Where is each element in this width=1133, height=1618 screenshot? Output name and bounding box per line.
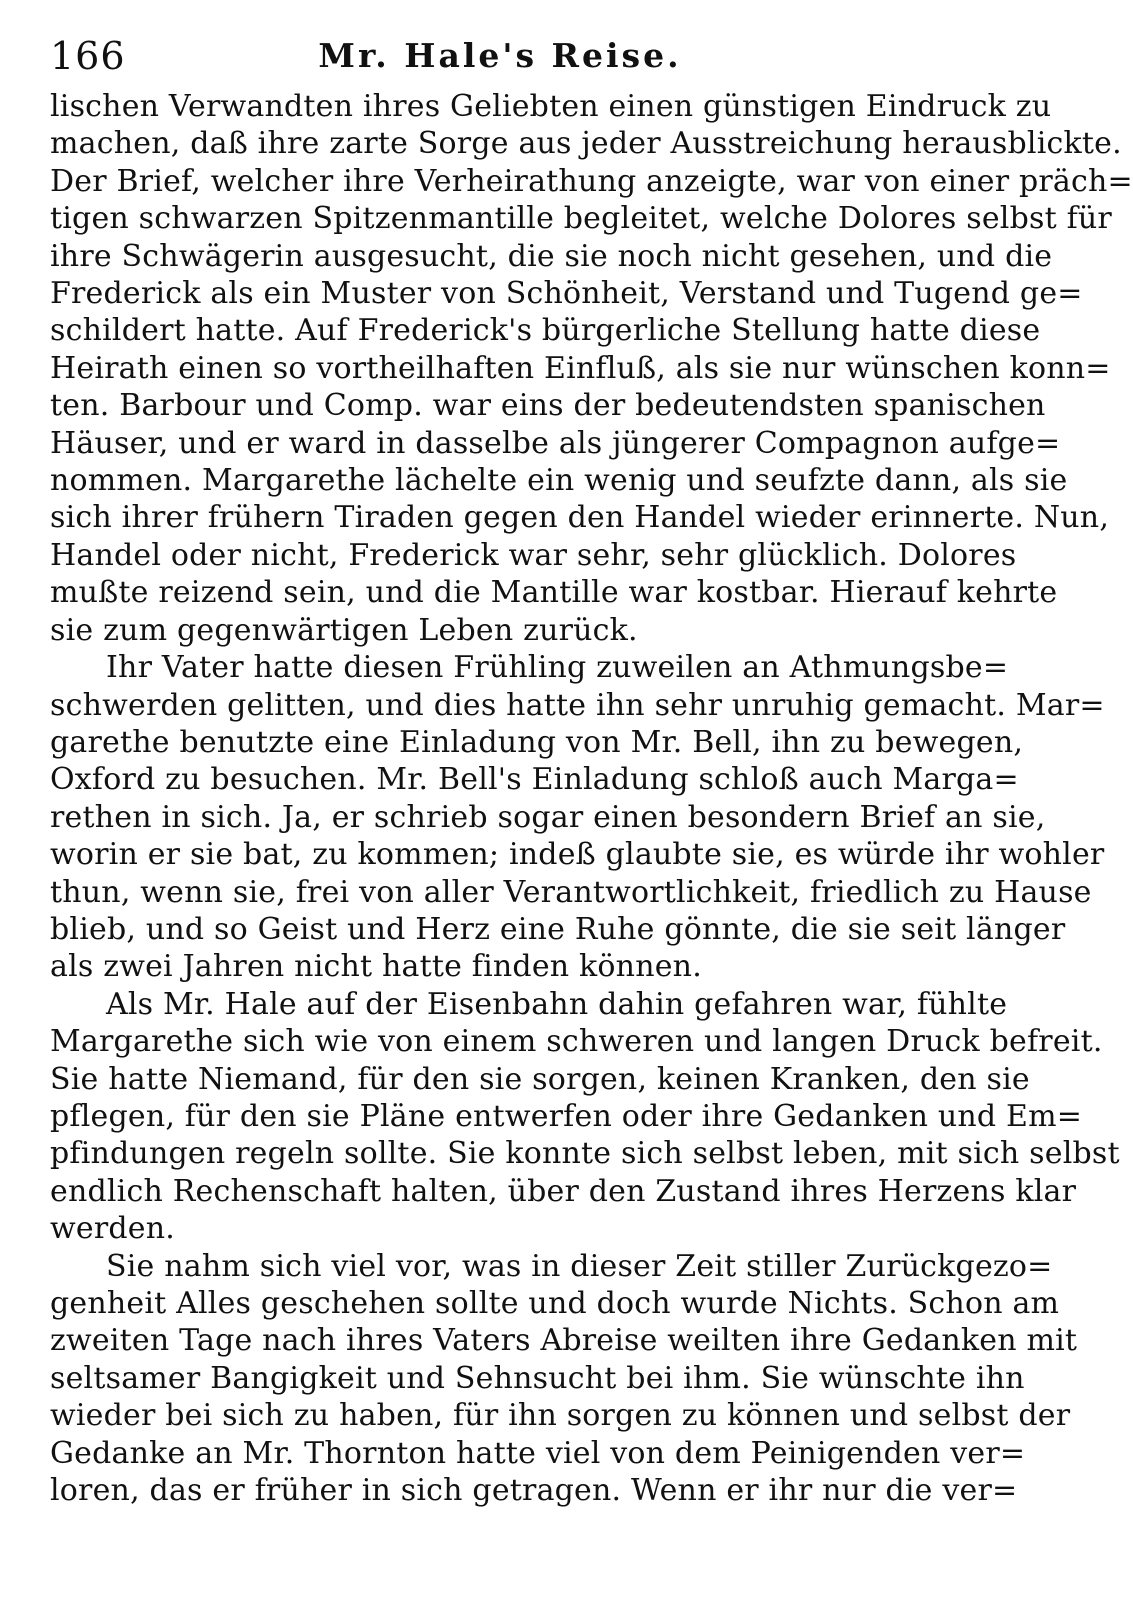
text-line: lischen Verwandten ihres Geliebten einen günstigen Eindruck zu xyxy=(50,89,1052,124)
text-line: Oxford zu besuchen. Mr. Bell's Einladung schloß auch Marga= xyxy=(50,762,1019,798)
text-line: nommen. Margarethe lächelte ein wenig und seufzte dann, als sie xyxy=(50,463,1068,499)
text-line: Frederick als ein Muster von Schönheit, Verstand und Tugend ge= xyxy=(50,276,1083,312)
text-line: rethen in sich. Ja, er schrieb sogar einen besondern Brief an sie, xyxy=(50,799,1046,835)
text-line: Sie nahm sich viel vor, was in dieser Zeit stiller Zurückgezo= xyxy=(106,1248,1053,1284)
text-line: Häuser, und er ward in dasselbe als jüngerer Compagnon aufge= xyxy=(50,425,1061,461)
text-line: zweiten Tage nach ihres Vaters Abreise weilten ihre Gedanken mit xyxy=(50,1323,1078,1359)
text-line: Der Brief, welcher ihre Verheirathung anzeigte, war von einer präch= xyxy=(50,163,1133,199)
text-line: Gedanke an Mr. Thornton hatte viel von dem Peinigenden ver= xyxy=(50,1435,1026,1471)
text-line: ten. Barbour und Comp. war eins der bedeutendsten spanischen xyxy=(50,388,1046,424)
page-number: 166 xyxy=(50,34,126,78)
text-line: seltsamer Bangigkeit und Sehnsucht bei ihm. Sie wünschte ihn xyxy=(50,1360,1025,1396)
text-line: sie zum gegenwärtigen Leben zurück. xyxy=(50,612,638,648)
text-line: Als Mr. Hale auf der Eisenbahn dahin gefahren war, fühlte xyxy=(106,986,1008,1022)
text-line: als zwei Jahren nicht hatte finden können. xyxy=(50,949,702,985)
text-line: pfindungen regeln sollte. Sie konnte sich selbst leben, mit sich selbst xyxy=(50,1136,1120,1172)
text-line: genheit Alles geschehen sollte und doch wurde Nichts. Schon am xyxy=(50,1286,1060,1321)
text-line: endlich Rechenschaft halten, über den Zustand ihres Herzens klar xyxy=(50,1173,1077,1209)
text-line: machen, daß ihre zarte Sorge aus jeder Ausstreichung herausblickte. xyxy=(50,126,1122,162)
text-line: wieder bei sich zu haben, für ihn sorgen zu können und selbst der xyxy=(50,1398,1071,1434)
body-text xyxy=(50,88,1133,1509)
text-line: Heirath einen so vortheilhaften Einfluß, als sie nur wünschen konn= xyxy=(50,350,1111,386)
text-line: schwerden gelitten, und dies hatte ihn sehr unruhig gemacht. Mar= xyxy=(50,687,1105,723)
text-line: Sie hatte Niemand, für den sie sorgen, keinen Kranken, den sie xyxy=(50,1061,1030,1097)
text-line: ihre Schwägerin ausgesucht, die sie noch nicht gesehen, und die xyxy=(50,238,1053,274)
text-line: garethe benutzte eine Einladung von Mr. Bell, ihn zu bewegen, xyxy=(50,724,1024,760)
text-line: loren, das er früher in sich getragen. Wenn er ihr nur die ver= xyxy=(50,1473,1018,1509)
running-head xyxy=(50,30,950,88)
running-title: Mr. Hale's Reise. xyxy=(318,36,682,75)
text-line: mußte reizend sein, und die Mantille war kostbar. Hierauf kehrte xyxy=(50,575,1058,611)
text-line: thun, wenn sie, frei von aller Verantwortlichkeit, friedlich zu Hause xyxy=(50,874,1092,910)
text-line: werden. xyxy=(50,1211,175,1247)
text-line: Ihr Vater hatte diesen Frühling zuweilen an Athmungsbe= xyxy=(106,650,1009,686)
paragraph xyxy=(50,88,1133,649)
text-line: Handel oder nicht, Frederick war sehr, sehr glücklich. Dolores xyxy=(50,537,1017,573)
text-line: sich ihrer frühern Tiraden gegen den Handel wieder erinnerte. Nun, xyxy=(50,500,1110,536)
paragraph xyxy=(50,649,1105,986)
paragraph xyxy=(50,1248,1078,1510)
paragraph xyxy=(50,986,1120,1248)
text-line: tigen schwarzen Spitzenmantille begleitet, welche Dolores selbst für xyxy=(50,201,1112,237)
text-line: Margarethe sich wie von einem schweren und langen Druck befreit. xyxy=(50,1024,1103,1060)
text-line: schildert hatte. Auf Frederick's bürgerliche Stellung hatte diese xyxy=(50,313,1041,349)
text-line: blieb, und so Geist und Herz eine Ruhe gönnte, die sie seit länger xyxy=(50,911,1066,947)
text-line: pflegen, für den sie Pläne entwerfen oder ihre Gedanken und Em= xyxy=(50,1098,1083,1134)
text-line: worin er sie bat, zu kommen; indeß glaubte sie, es würde ihr wohler xyxy=(50,837,1105,873)
